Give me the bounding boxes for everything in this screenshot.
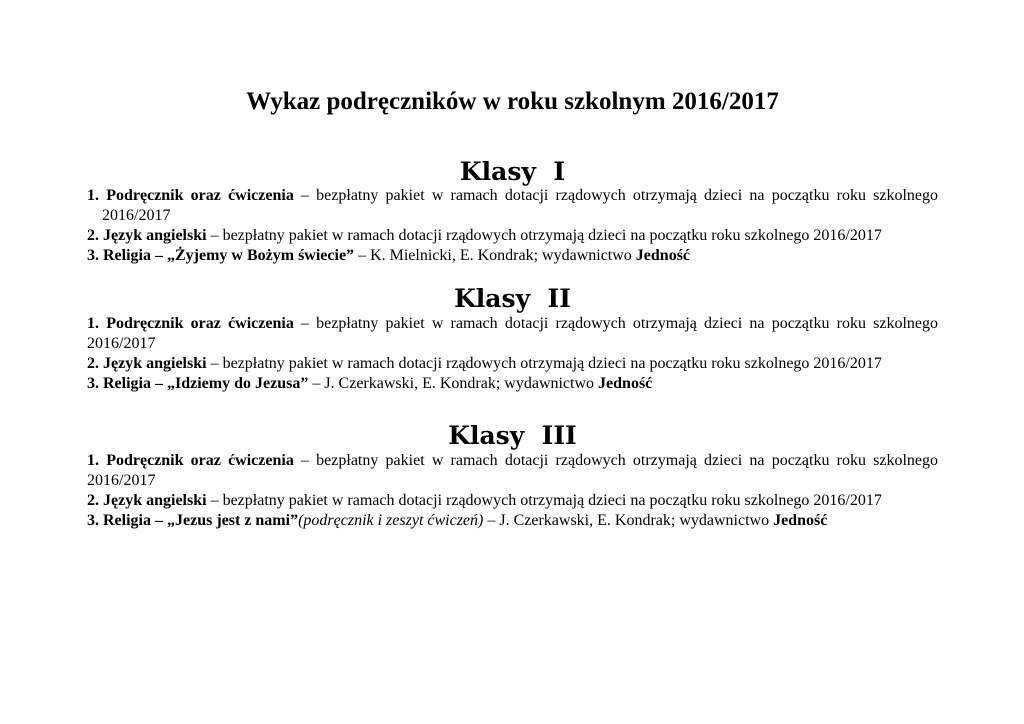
item-title: 3. Religia – „Idziemy do Jezusa”	[87, 375, 309, 392]
textbook-list-klasy-1	[87, 186, 938, 266]
item-number: 2	[87, 492, 95, 509]
item-note: (podręcznik i zeszyt ćwiczeń)	[298, 512, 484, 529]
item-description: – bezpłatny pakiet w ramach dotacji rządowych otrzymają dzieci na początku roku szkolnego 2016/2017	[206, 355, 882, 372]
item-publisher: Jedność	[773, 512, 828, 529]
item-title: . Język angielski	[95, 355, 207, 372]
item-publisher: Jedność	[635, 247, 691, 264]
document-page	[87, 0, 938, 724]
item-description: – bezpłatny pakiet w ramach dotacji rządowych otrzymają dzieci na początku roku szkolnego 2016/2017	[87, 315, 939, 352]
item-number: 1.	[87, 315, 99, 332]
list-item	[87, 186, 938, 226]
item-title: 3. Religia – „Jezus jest z nami”	[87, 512, 299, 529]
item-number: 2	[87, 227, 95, 244]
item-number: 1.	[87, 187, 99, 204]
textbook-list-klasy-3	[87, 451, 938, 531]
item-title: . Język angielski	[95, 492, 207, 509]
item-title: . Język angielski	[95, 227, 207, 244]
list-item	[87, 491, 938, 511]
list-item	[87, 374, 938, 394]
item-description: – bezpłatny pakiet w ramach dotacji rządowych otrzymają dzieci na początku roku szkolnego 2016/2017	[102, 187, 939, 224]
section-heading-klasy-3: Klasy III	[448, 421, 577, 450]
item-description: – bezpłatny pakiet w ramach dotacji rządowych otrzymają dzieci na początku roku szkolnego 2016/2017	[206, 492, 882, 509]
item-description: – bezpłatny pakiet w ramach dotacji rządowych otrzymają dzieci na początku roku szkolnego 2016/2017	[206, 227, 882, 244]
list-item	[87, 314, 938, 354]
item-description: – J. Czerkawski, E. Kondrak; wydawnictwo	[308, 375, 599, 392]
item-title: Podręcznik oraz ćwiczenia	[106, 315, 294, 332]
list-item	[87, 246, 938, 266]
item-number: 2	[87, 355, 95, 372]
item-title: Podręcznik oraz ćwiczenia	[106, 452, 294, 469]
document-title: Wykaz podręczników w roku szkolnym 2016/2017	[246, 88, 779, 115]
item-number: 1.	[87, 452, 99, 469]
list-item	[87, 511, 938, 531]
list-item	[87, 226, 938, 246]
textbook-list-klasy-2	[87, 314, 938, 394]
list-item	[87, 354, 938, 374]
section-heading-klasy-1: Klasy I	[459, 157, 566, 186]
item-title: Podręcznik oraz ćwiczenia	[106, 187, 294, 204]
item-description: – K. Mielnicki, E. Kondrak; wydawnictwo	[354, 247, 636, 264]
item-description: – bezpłatny pakiet w ramach dotacji rządowych otrzymają dzieci na początku roku szkolnego 2016/2017	[87, 452, 939, 489]
section-heading-klasy-2: Klasy II	[454, 284, 571, 313]
item-title: 3. Religia – „Żyjemy w Bożym świecie”	[87, 247, 355, 264]
item-description: – J. Czerkawski, E. Kondrak; wydawnictwo	[483, 512, 774, 529]
item-publisher: Jedność	[598, 375, 653, 392]
list-item	[87, 451, 938, 491]
